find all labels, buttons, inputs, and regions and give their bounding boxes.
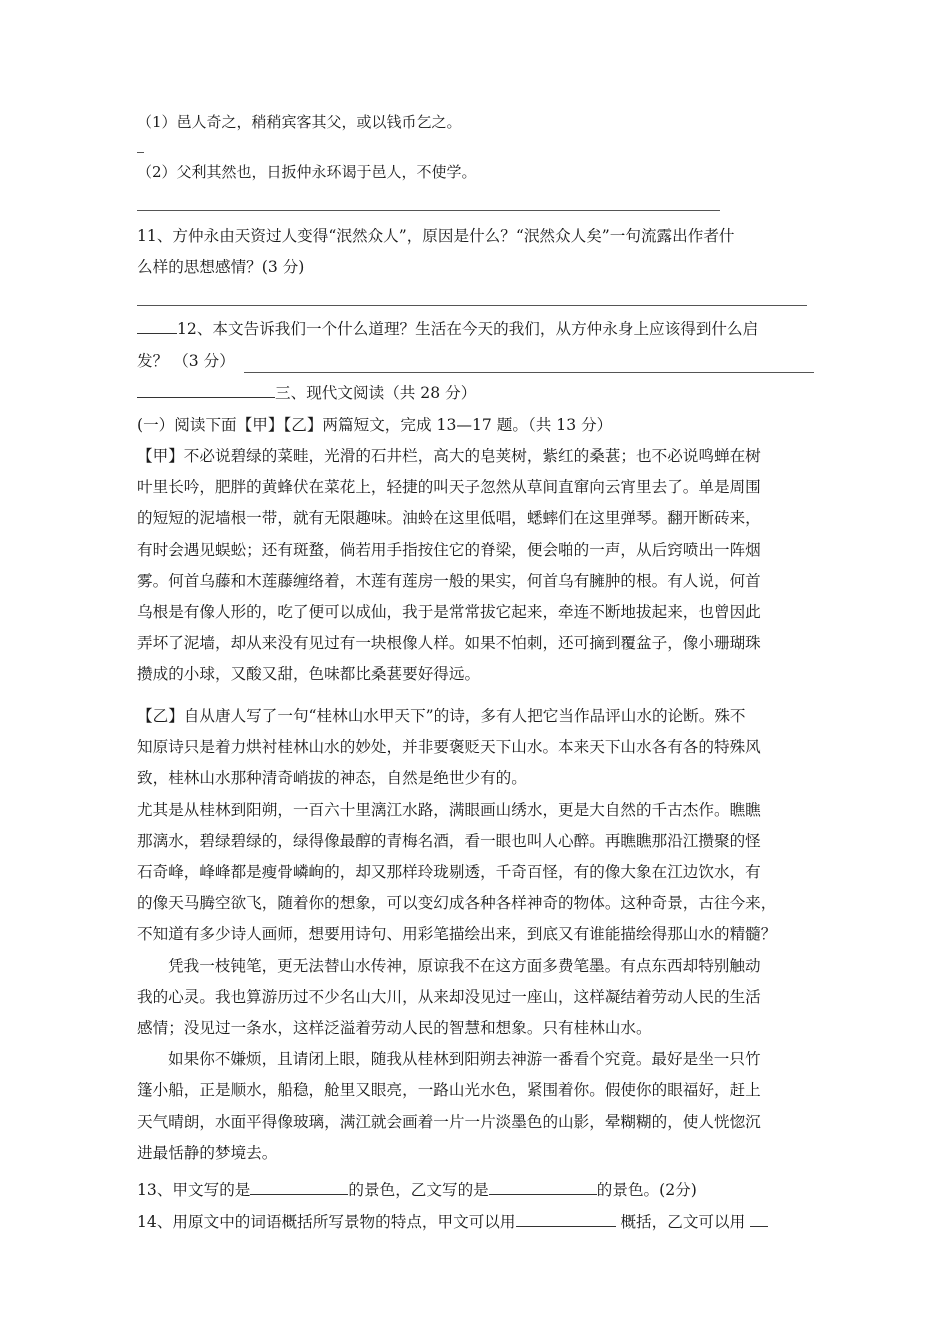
passage-line: 攒成的小球，又酸又甜，色味都比桑葚要好得远。: [137, 665, 481, 684]
passage-line: 乌根是有像人形的，吃了便可以成仙，我于是常常拔它起来，牵连不断地拔起来，也曾因此: [137, 603, 761, 622]
passage-line: 弄坏了泥墙，却从来没有见过有一块根像人样。如果不怕刺，还可摘到覆盆子，像小珊瑚珠: [137, 634, 761, 653]
passage-line: 雾。何首乌藤和木莲藤缠络着，木莲有莲房一般的果实，何首乌有臃肿的根。有人说，何首: [137, 571, 761, 590]
passage-line: 有时会遇见蜈蚣；还有斑蝥，倘若用手指按住它的脊梁，便会啪的一声，从后窍喷出一阵烟: [137, 540, 761, 559]
answer-line-stub: [137, 152, 144, 153]
passage-yi: [137, 701, 827, 1169]
passage-line: 凭我一枝钝笔，更无法替山水传神，原谅我不在这方面多费笔墨。有点东西却特别触动: [168, 956, 761, 975]
answer-blank-q13-2[interactable]: [489, 1180, 597, 1195]
answer-line-q10[interactable]: [137, 210, 720, 211]
passage-line: 不知道有多少诗人画师，想要用诗句、用彩笔描绘出来，到底又有谁能描绘得那山水的精髓？: [137, 925, 777, 944]
passage-line: 篷小船，正是顺水，船稳，舱里又眼亮，一路山光水色，紧围着你。假使你的眼福好，赶上: [137, 1081, 761, 1100]
passage-line: 如果你不嫌烦，且请闭上眼，随我从桂林到阳朔去神游一番看个究竟。最好是坐一只竹: [168, 1050, 761, 1069]
passage-line: 【甲】不必说碧绿的菜畦，光滑的石井栏，高大的皂荚树，紫红的桑葚；也不必说鸣蝉在树: [137, 447, 761, 465]
q13: 13、甲文写的是 的景色，乙文写的是 的景色。(2分): [137, 1181, 697, 1199]
answer-line-q11[interactable]: [137, 305, 807, 306]
passage-line: 的像天马腾空欲飞，随着你的想象，可以变幻成各种各样神奇的物体。这种奇景，古往今来，: [137, 894, 777, 913]
answer-blank[interactable]: [137, 319, 177, 334]
passage-line: 的短短的泥墙根一带，就有无限趣味。油蛉在这里低唱，蟋蟀们在这里弹琴。翻开断砖来，: [137, 509, 761, 528]
q11-line-2: 么样的思想感情？(3 分): [137, 258, 305, 276]
q14: 14、用原文中的词语概括所写景物的特点，甲文可以用 概括，乙文可以用: [137, 1212, 768, 1232]
answer-blank[interactable]: [137, 383, 275, 398]
passage-line: 进最恬静的梦境去。: [137, 1143, 278, 1162]
passage-line: 致，桂林山水那种清奇峭拔的神态，自然是绝世少有的。: [137, 769, 527, 788]
answer-blank-q14-2[interactable]: [750, 1212, 768, 1227]
passage-line: 石奇峰，峰峰都是瘦骨嶙峋的，却又那样玲珑剔透，千奇百怪，有的像大象在江边饮水，有: [137, 863, 761, 882]
q11-line-1: 11、方仲永由天资过人变得“泯然众人”，原因是什么？“泯然众人矣”一句流露出作者什: [137, 227, 735, 245]
passage-line: 【乙】自从唐人写了一句“桂林山水甲天下”的诗，多有人把它当作品评山水的论断。殊不: [137, 707, 746, 725]
passage-line: 我的心灵。我也算游历过不少名山大川，从来却没见过一座山，这样凝结着劳动人民的生活: [137, 987, 761, 1006]
q12-line-2: 发？ （3 分）: [137, 352, 235, 370]
section-3-title-line: 三、现代文阅读（共 28 分）: [137, 383, 476, 403]
answer-blank-q14-1[interactable]: [516, 1212, 616, 1227]
section-3-instructions: (一）阅读下面【甲】【乙】两篇短文，完成 13—17 题。（共 13 分）: [137, 416, 613, 434]
passage-jia: [137, 441, 827, 691]
q10-sentence-1: （1）邑人奇之，稍稍宾客其父，或以钱币乞之。: [137, 113, 462, 131]
passage-line: 叶里长吟，肥胖的黄蜂伏在菜花上，轻捷的叫天子忽然从草间直窜向云宵里去了。单是周围: [137, 478, 761, 497]
passage-line: 尤其是从桂林到阳朔，一百六十里漓江水路，满眼画山绣水，更是大自然的千古杰作。瞧瞧: [137, 800, 761, 819]
passage-line: 感情；没见过一条水，这样泛溢着劳动人民的智慧和想象。只有桂林山水。: [137, 1019, 652, 1038]
passage-line: 知原诗只是着力烘衬桂林山水的妙处，并非要褒贬天下山水。本来天下山水各有各的特殊风: [137, 738, 761, 757]
q12-line-1: 12、本文告诉我们一个什么道理？生活在今天的我们，从方仲永身上应该得到什么启: [137, 319, 758, 339]
answer-blank-q13-1[interactable]: [250, 1180, 348, 1195]
answer-line-q12[interactable]: [244, 372, 814, 373]
q10-sentence-2: （2）父利其然也，日扳仲永环谒于邑人，不使学。: [137, 163, 477, 181]
passage-line: 天气晴朗，水面平得像玻璃，满江就会画着一片一片淡墨色的山影，晕糊糊的，使人恍惚沉: [137, 1112, 761, 1131]
passage-line: 那漓水，碧绿碧绿的，绿得像最醇的青梅名酒，看一眼也叫人心醉。再瞧瞧那沿江攒聚的怪: [137, 831, 761, 850]
